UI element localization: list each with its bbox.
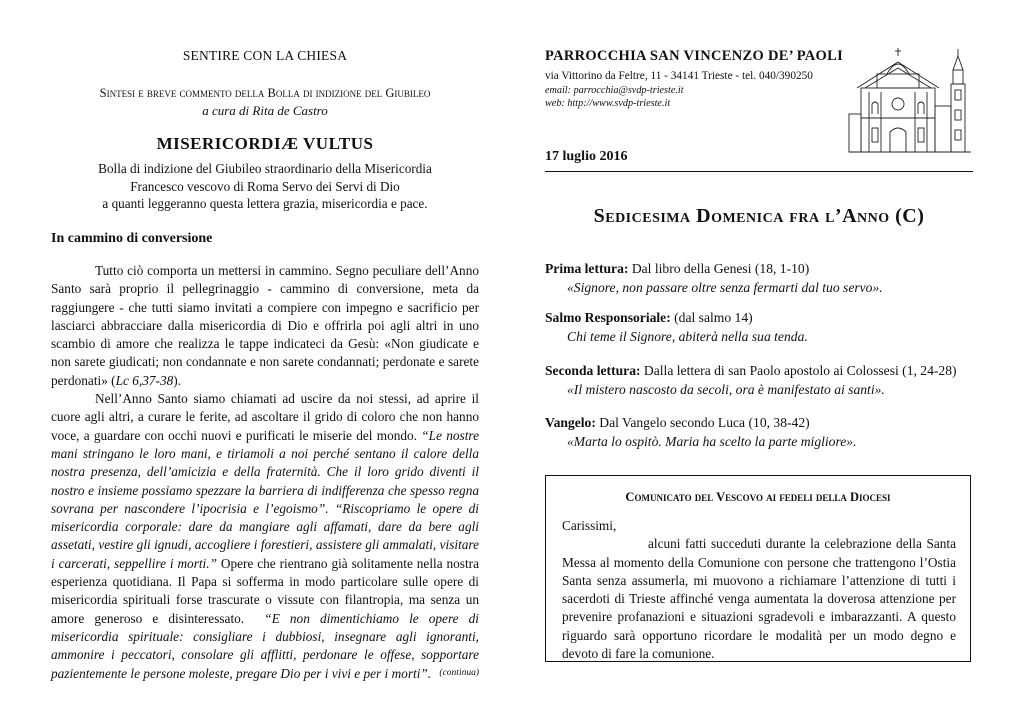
paragraph-2 <box>51 390 479 683</box>
bulletin-date: 17 luglio 2016 <box>545 149 628 164</box>
reading-label: Salmo Responsoriale: <box>545 310 671 325</box>
paragraph-1-end: ). <box>173 372 182 388</box>
reading-label: Prima lettura: <box>545 261 629 276</box>
parish-address: via Vittorino da Feltre, 11 - 34141 Trieste - tel. 040/390250 <box>545 70 813 82</box>
continua-note: (continua) <box>439 668 479 678</box>
quote-3: “E non dimentichiamo le opere di misericordia spirituale: consigliare i dubbiosi, insegnare agli ignoranti, ammonire i peccatori, consolare gli afflitti, perdonare le offese, sopportare pazientemente le persone moleste, pregare Dio per i vivi e per i morti”. <box>51 610 479 681</box>
article-body <box>51 262 479 683</box>
document-title: MISERICORDIÆ VULTUS <box>156 134 374 153</box>
reading-source: Dal libro della Genesi (18, 1-10) <box>628 261 810 276</box>
reading-first <box>545 259 973 297</box>
curator-line: a cura di Rita de Castro <box>202 103 328 118</box>
reading-source: Dalla lettera di san Paolo apostolo ai Colossesi (1, 24-28) <box>640 363 957 378</box>
paragraph-2-middle: Opere che rientrano già solitamente nella nostra esperienza quotidiana. Il Papa si sofferma in modo particolare sulle opere di misericordia spirituali forse trascurate o vissute con filantropia, ma senza un amore generoso e disinteressato. <box>51 555 479 626</box>
paragraph-2-intro: Nell’Anno Santo siamo chiamati ad uscire da noi stessi, ad aprire il cuore agli altri, a curare le ferite, ad ascoltare il grido di coloro che non hanno voce, a guardare con occhi nuovi e purificati le miserie del mondo. <box>51 391 479 443</box>
left-header: SENTIRE CON LA CHIESA <box>182 48 348 63</box>
left-subheader: Sintesi e breve commento della Bolla di indizione del Giubileo <box>99 86 431 100</box>
section-title: In cammino di conversione <box>51 231 213 246</box>
quote-2: “Riscopriamo le opere di misericordia corporale: dare da mangiare agli affamati, dare da bere agli assetati, vestire gli ignudi, accogliere i forestieri, assistere gli ammalati, visitare i carcerati, seppellire i morti.” <box>51 500 479 571</box>
bolla-intro <box>51 160 479 213</box>
scripture-ref: Lc 6,37-38 <box>115 372 174 388</box>
reading-source: Dal Vangelo secondo Luca (10, 38-42) <box>595 415 810 430</box>
reading-gospel <box>545 413 973 451</box>
parish-email: email: parrocchia@svdp-trieste.it <box>545 85 684 96</box>
bolla-line: a quanti leggeranno questa lettera grazia, misericordia e pace. <box>102 196 428 211</box>
communique-greeting: Carissimi, <box>562 518 617 533</box>
quote-1: “Le nostre mani stringano le loro mani, e tiriamoli a noi perché sentano il calore della nostra presenza, dell’amicizia e della fraternità. Che il loro grido diventi il nostro e insieme possiamo spezzare la barriera di indifferenza che spesso regna sovrana per nascondere l’ipocrisia e l’egoismo”. <box>51 427 479 516</box>
communique-title: Comunicato del Vescovo ai fedeli della Diocesi <box>625 490 891 504</box>
bolla-line: Bolla di indizione del Giubileo straordinario della Misericordia <box>98 161 432 176</box>
sunday-title: Sedicesima Domenica fra l’Anno (C) <box>593 205 925 227</box>
reading-label: Vangelo: <box>545 415 596 430</box>
header-divider <box>545 171 973 172</box>
communique-text: alcuni fatti succeduti durante la celebrazione della Santa Messa al momento della Comunione con persone che trattengono l’Ostia Santa senza assumerla, mi muovono a richiamare l’attenzione di tutti i sacerdoti di Trieste affinché venga aumentata la doverosa attenzione per prevenire profanazioni e situazioni sgradevoli e imbarazzanti. A questo riguardo sarà opportuno ricordare le modalità per un modo degno e devoto di fare la comunione. <box>562 536 956 662</box>
reading-quote: Chi teme il Signore, abiterà nella sua tenda. <box>567 329 808 344</box>
reading-psalm <box>545 308 973 346</box>
parish-name: PARROCCHIA SAN VINCENZO DE’ PAOLI <box>545 48 844 64</box>
reading-second <box>545 361 973 399</box>
bishop-communique-box <box>545 475 971 662</box>
paragraph-1-text: Tutto ciò comporta un mettersi in cammino. Segno peculiare dell’Anno Santo sarà proprio il pellegrinaggio - cammino di conversione, meta da raggiungere - che tutti siamo invitati a compiere con impegno e sacrificio per lasciarci abbracciare dalla misericordia di Dio e offrirla poi agli altri in uno scambio di amore che realizza le tappe indicateci da Gesù: «Non giudicate e non sarete giudicati; non condannate e non sarete condannati; perdonate e sarete perdonati» ( <box>51 263 479 388</box>
communique-body <box>562 517 956 663</box>
reading-quote: «Signore, non passare oltre senza fermarti dal tuo servo». <box>567 280 883 295</box>
reading-label: Seconda lettura: <box>545 363 641 378</box>
reading-quote: «Il mistero nascosto da secoli, ora è manifestato ai santi». <box>567 382 885 397</box>
paragraph-1 <box>51 262 479 390</box>
reading-source: (dal salmo 14) <box>670 310 753 325</box>
church-drawing-icon <box>847 44 973 156</box>
reading-quote: «Marta lo ospitò. Maria ha scelto la parte migliore». <box>567 434 857 449</box>
parish-web: web: http://www.svdp-trieste.it <box>545 98 671 109</box>
bolla-line: Francesco vescovo di Roma Servo dei Servi di Dio <box>130 178 400 194</box>
